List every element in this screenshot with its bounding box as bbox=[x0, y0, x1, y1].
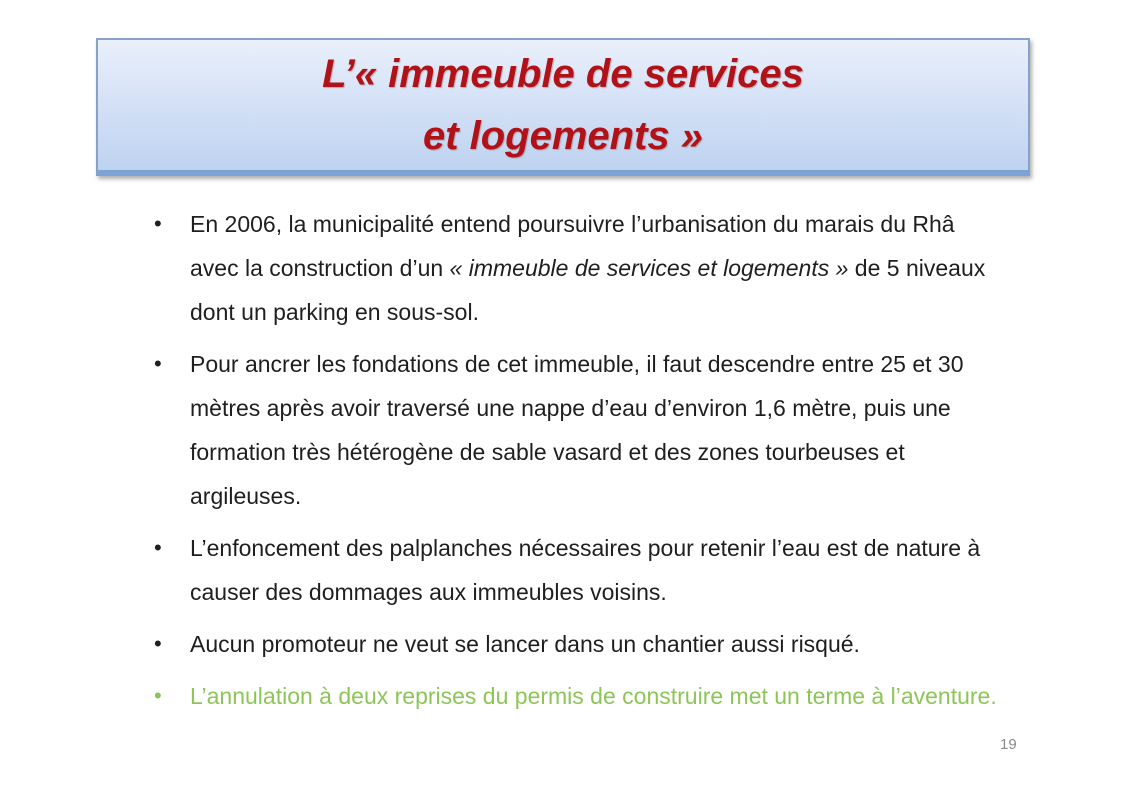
bullet-marker: • bbox=[154, 631, 162, 656]
bullet-marker: • bbox=[154, 683, 162, 708]
bullet-text: Pour ancrer les fondations de cet immeuble, il faut descendre entre 25 et 30 mètres après avoir traversé une nappe d’eau d’environ 1,6 mètre, puis une formation très hétérogène de sable vasard et des zones tourbeuses et argileuses. bbox=[190, 351, 964, 509]
slide-title-line-2: et logements » bbox=[422, 114, 704, 158]
bullet-item bbox=[152, 202, 997, 334]
bullet-item bbox=[152, 526, 997, 614]
bullet-marker: • bbox=[154, 535, 162, 560]
bullet-text: Aucun promoteur ne veut se lancer dans un chantier aussi risqué. bbox=[190, 631, 860, 657]
bullet-item bbox=[152, 342, 997, 518]
bullet-marker: • bbox=[154, 211, 162, 236]
slide-title-line-1: L’« immeuble de services bbox=[322, 52, 804, 96]
bullet-item bbox=[152, 622, 997, 666]
bullet-text: L’annulation à deux reprises du permis de construire met un terme à l’aventure. bbox=[190, 683, 997, 709]
bullet-item bbox=[152, 674, 997, 718]
bullet-text: En 2006, la municipalité entend poursuivre l’urbanisation du marais du Rhâ avec la construction d’un « immeuble de services et logements » de 5 niveaux dont un parking en sous-sol. bbox=[190, 211, 986, 325]
title-box bbox=[96, 38, 1030, 176]
bullet-text: L’enfoncement des palplanches nécessaires pour retenir l’eau est de nature à causer des dommages aux immeubles voisins. bbox=[190, 535, 981, 605]
bullet-marker: • bbox=[154, 351, 162, 376]
bullet-list bbox=[152, 202, 997, 726]
page-number: 19 bbox=[1000, 736, 1017, 753]
